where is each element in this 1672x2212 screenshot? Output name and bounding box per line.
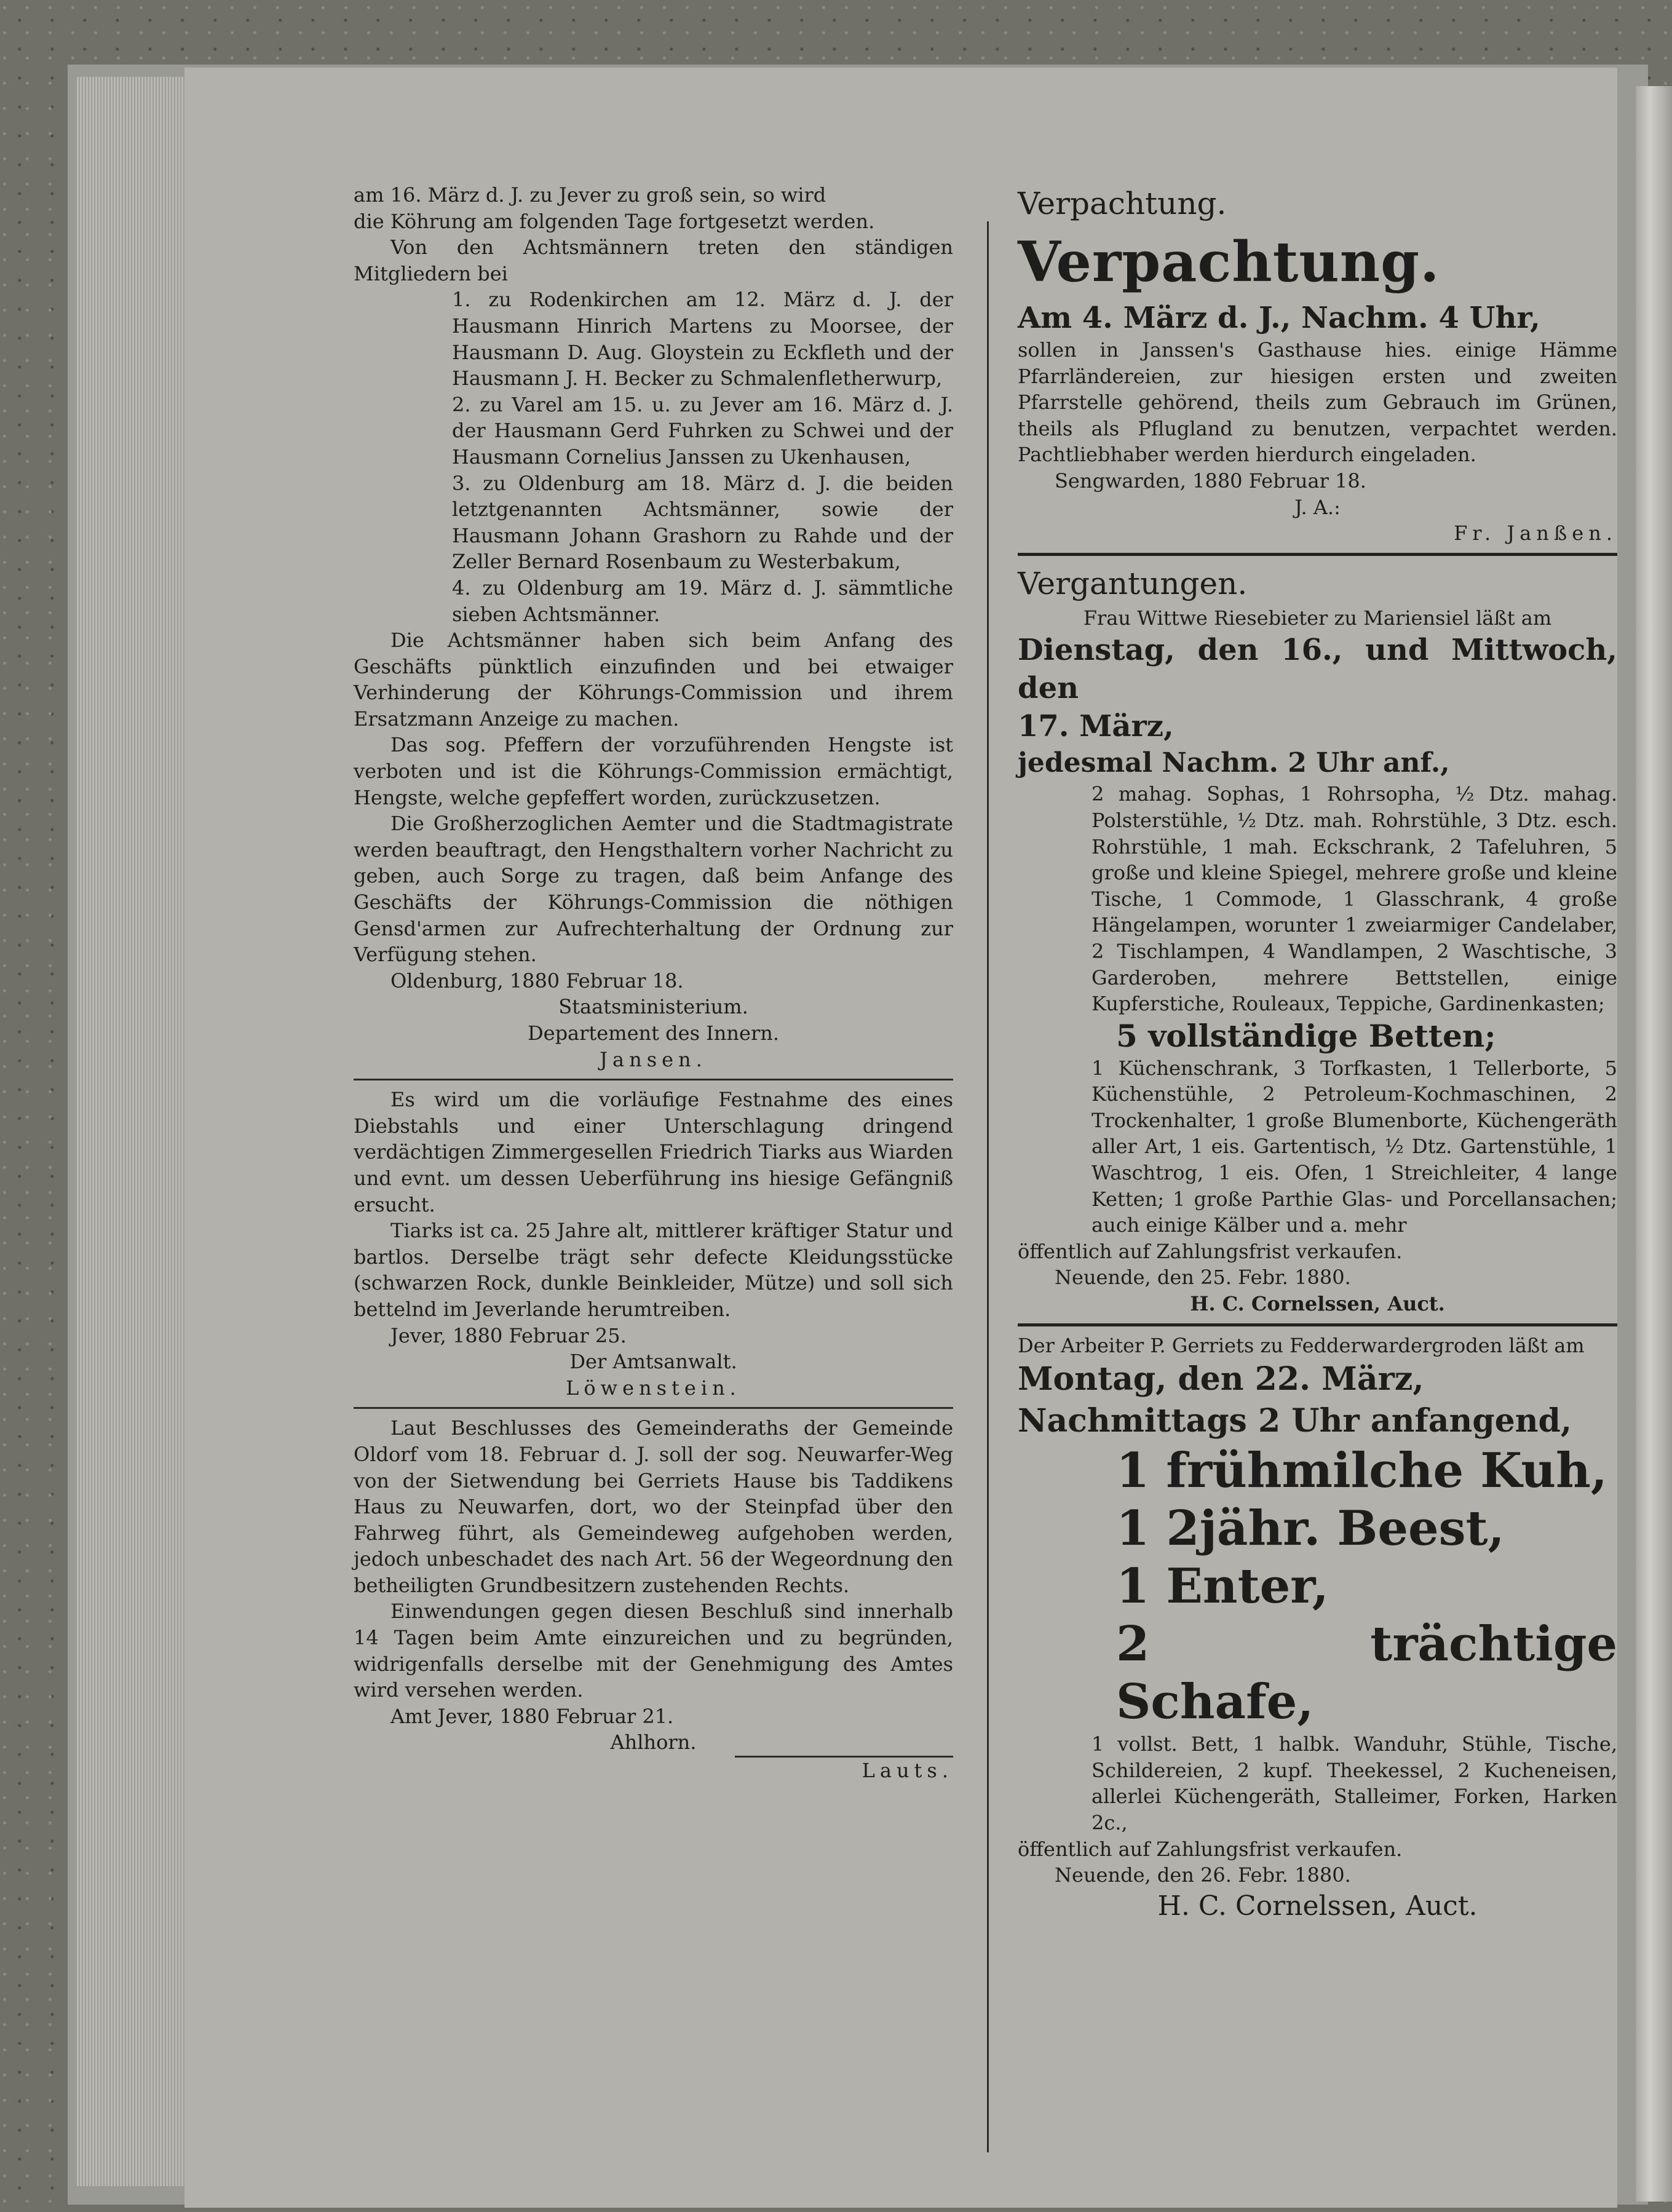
gerriets-item-enter: 1 Enter, bbox=[1116, 1558, 1329, 1615]
beschluss-paragraph: Laut Beschlusses des Gemeinderaths der Gemeinde Oldorf vom 18. Februar d. J. soll der sog. Neuwarfer-Weg von der Sietwendung bei Gerriets Hause bis Taddikens Haus zu Neuwarfen, dort, wo der Steinpfad über den Fahrweg führt, als Gemeindeweg aufgehoben werden, jedoch unbeschadet des nach Art. 56 der Wegeordnung den betheiligten Grundbesitzern zustehenden Rechts. bbox=[354, 1416, 953, 1597]
intro-line-2: die Köhrung am folgenden Tage fortgesetzt werden. bbox=[354, 209, 875, 233]
pacht-date-line: Am 4. März d. J., Nachm. 4 Uhr, bbox=[1018, 301, 1540, 335]
intro-line-1: am 16. März d. J. zu Jever zu groß sein, so wird bbox=[354, 183, 826, 207]
vergantung-date: Neuende, den 25. Febr. 1880. bbox=[1055, 1266, 1351, 1290]
section-rule bbox=[354, 1079, 953, 1080]
pacht-ia: J. A.: bbox=[1294, 495, 1341, 519]
jever-date: Jever, 1880 Februar 25. bbox=[390, 1323, 627, 1347]
section-rule bbox=[1018, 1323, 1617, 1326]
gerriets-place-date: Neuende, den 26. Febr. 1880. bbox=[1055, 1863, 1351, 1887]
festnahme-paragraph: Es wird um die vorläufige Festnahme des eines Diebstahls und einer Unterschlagung dringend verdächtigen Zimmergesellen Friedrich Tiarks aus Wiarden und evnt. um dessen Ueberführung ins hiesige Gefängniß ersucht. bbox=[354, 1088, 953, 1216]
paragraph-pfeffern: Das sog. Pfeffern der vorzuführenden Hengste ist verboten und ist die Köhrungs-Commission ermächtigt, Hengste, welche gepfeffert worden, zurückzusetzen. bbox=[354, 733, 953, 809]
vergantung-date-1: Dienstag, den 16., und Mittwoch, den bbox=[1018, 633, 1617, 706]
loewenstein: Löwenstein. bbox=[566, 1376, 741, 1400]
gerriets-item-beest: 1 2jähr. Beest, bbox=[1116, 1500, 1505, 1557]
verpachtung-heading-small: Verpachtung. bbox=[1018, 186, 1227, 221]
section-rule bbox=[354, 1407, 953, 1409]
list-item-2: 2. zu Varel am 15. u. zu Jever am 16. März d. J. der Hausmann Gerd Fuhrken zu Schwei und der Hausmann Cornelius Janssen zu Ukenhausen, bbox=[452, 392, 953, 469]
verpachtung-heading-large: Verpachtung. bbox=[1018, 229, 1440, 295]
ahlhorn: Ahlhorn. bbox=[610, 1730, 697, 1754]
signer: Jansen. bbox=[600, 1047, 707, 1071]
einwendungen-paragraph: Einwendungen gegen diesen Beschluß sind innerhalb 14 Tagen beim Amte einzureichen und zu begründen, widrigenfalls derselbe mit der Genehmigung des Amtes wird versehen werden. bbox=[354, 1600, 953, 1702]
achtsmaenner-intro: Von den Achtsmännern treten den ständigen Mitgliedern bei bbox=[354, 236, 953, 285]
gerriets-signer: H. C. Cornelssen, Auct. bbox=[1157, 1890, 1478, 1922]
vergantung-date-2: 17. März, bbox=[1018, 709, 1174, 744]
vergantung-items-2: 1 Küchenschrank, 3 Torfkasten, 1 Tellerborte, 5 Küchenstühle, 2 Petroleum-Kochmaschinen, 2 Trockenhalter, 1 große Blumenborte, Küchengeräth aller Art, 1 eis. Gartentisch, ½ Dtz. Gartenstühle, 1 Waschtrog, 1 eis. Ofen, 1 Streichleiter, 4 lange Ketten; 1 große Parthie Glas- und Porcellansachen; auch einige Kälber und a. mehr bbox=[1092, 1056, 1617, 1237]
gerriets-item-schafe: 2 trächtige Schafe, bbox=[1116, 1616, 1617, 1730]
gerriets-date: Montag, den 22. März, bbox=[1018, 1360, 1424, 1398]
list-item-1: 1. zu Rodenkirchen am 12. März d. J. der Hausmann Hinrich Martens zu Moorsee, der Hausmann D. Aug. Gloystein zu Eckfleth und der Hausmann J. H. Becker zu Schmalenfletherwurp, bbox=[452, 288, 953, 390]
left-column bbox=[354, 182, 953, 1784]
vergantungen-heading: Vergantungen. bbox=[1018, 565, 1248, 601]
gerriets-intro: Der Arbeiter P. Gerriets zu Fedderwardergroden läßt am bbox=[1018, 1333, 1585, 1357]
gerriets-close: öffentlich auf Zahlungsfrist verkaufen. bbox=[1018, 1837, 1403, 1861]
vergantung-time: jedesmal Nachm. 2 Uhr anf., bbox=[1018, 747, 1450, 779]
vergantung-betten: 5 vollständige Betten; bbox=[1116, 1017, 1496, 1054]
list-item-3: 3. zu Oldenburg am 18. März d. J. die beiden letztgenannten Achtsmänner, sowie der Hausmann Johann Grashorn zu Rahde und der Zeller Bernard Rosenbaum zu Westerbakum, bbox=[452, 471, 953, 574]
pacht-date: Sengwarden, 1880 Februar 18. bbox=[1055, 469, 1366, 493]
pacht-signer: Fr. Janßen. bbox=[1454, 521, 1617, 545]
vergantung-close: öffentlich auf Zahlungsfrist verkaufen. bbox=[1018, 1239, 1403, 1263]
place-date: Oldenburg, 1880 Februar 18. bbox=[390, 969, 684, 993]
vergantung-intro: Frau Wittwe Riesebieter zu Mariensiel läßt am bbox=[1083, 606, 1552, 630]
amtsanwalt: Der Amtsanwalt. bbox=[569, 1350, 737, 1374]
pacht-text: sollen in Janssen's Gasthause hies. einige Hämme Pfarrländereien, zur hiesigen ersten und zweiten Pfarrstelle gehörend, theils zum Gebrauch im Grünen, theils als Pflugland zu benutzen, verpachtet werden. Pachtliebhaber werden hierdurch eingeladen. bbox=[1018, 338, 1617, 467]
authority-department: Departement des Innern. bbox=[527, 1021, 780, 1045]
gerriets-items: 1 vollst. Bett, 1 halbk. Wanduhr, Stühle, Tische, Schildereien, 2 kupf. Theekessel, 2 Kucheneisen, allerlei Küchengeräth, Stalleimer, Forken, Harken 2c., bbox=[1092, 1732, 1617, 1834]
section-rule bbox=[1018, 553, 1617, 556]
lauts: Lauts. bbox=[735, 1756, 953, 1784]
right-column bbox=[1018, 182, 1617, 1924]
gerriets-time: Nachmittags 2 Uhr anfangend, bbox=[1018, 1402, 1572, 1440]
list-item-4: 4. zu Oldenburg am 19. März d. J. sämmtliche sieben Achtsmänner. bbox=[452, 576, 953, 626]
paragraph-achtsmaenner: Die Achtsmänner haben sich beim Anfang des Geschäfts pünktlich einzufinden und bei etwaiger Verhinderung der Köhrungs-Commission und ihrem Ersatzmann Anzeige zu machen. bbox=[354, 628, 953, 731]
tiarks-paragraph: Tiarks ist ca. 25 Jahre alt, mittlerer kräftiger Statur und bartlos. Derselbe trägt sehr defecte Kleidungsstücke (schwarzen Rock, dunkle Beinkleider, Mütze) und soll sich bettelnd im Jeverlande herumtreiben. bbox=[354, 1219, 953, 1321]
paragraph-aemter: Die Großherzoglichen Aemter und die Stadtmagistrate werden beauftragt, den Hengsthaltern vorher Nachricht zu geben, auch Sorge zu tragen, daß beim Anfange des Geschäfts der Köhrungs-Commission die nöthigen Gensd'armen zur Aufrechterhaltung der Ordnung zur Verfügung stehen. bbox=[354, 812, 953, 967]
column-divider bbox=[987, 221, 989, 2152]
vergantung-signer: H. C. Cornelssen, Auct. bbox=[1190, 1292, 1445, 1316]
vergantung-items-1: 2 mahag. Sophas, 1 Rohrsopha, ½ Dtz. mahag. Polsterstühle, ½ Dtz. mah. Rohrstühle, 3 Dtz. esch. Rohrstühle, 1 mah. Eckschrank, 2 Tafeluhren, 5 große und kleine Spiegel, mehrere große und kleine Tische, 1 Commode, 1 Glasschrank, 4 große Hängelampen, worunter 1 zweiarmiger Candelaber, 2 Tischlampen, 4 Wandlampen, 2 Waschtische, 3 Garderoben, mehrere Bettstellen, einige Kupferstiche, Rouleaux, Teppiche, Gardinenkasten; bbox=[1092, 782, 1617, 1016]
authority-ministry: Staatsministerium. bbox=[558, 995, 748, 1019]
amt-jever-date: Amt Jever, 1880 Februar 21. bbox=[390, 1704, 674, 1728]
facing-page-edge bbox=[1636, 86, 1672, 2202]
gerriets-item-kuh: 1 frühmilche Kuh, bbox=[1116, 1443, 1607, 1499]
